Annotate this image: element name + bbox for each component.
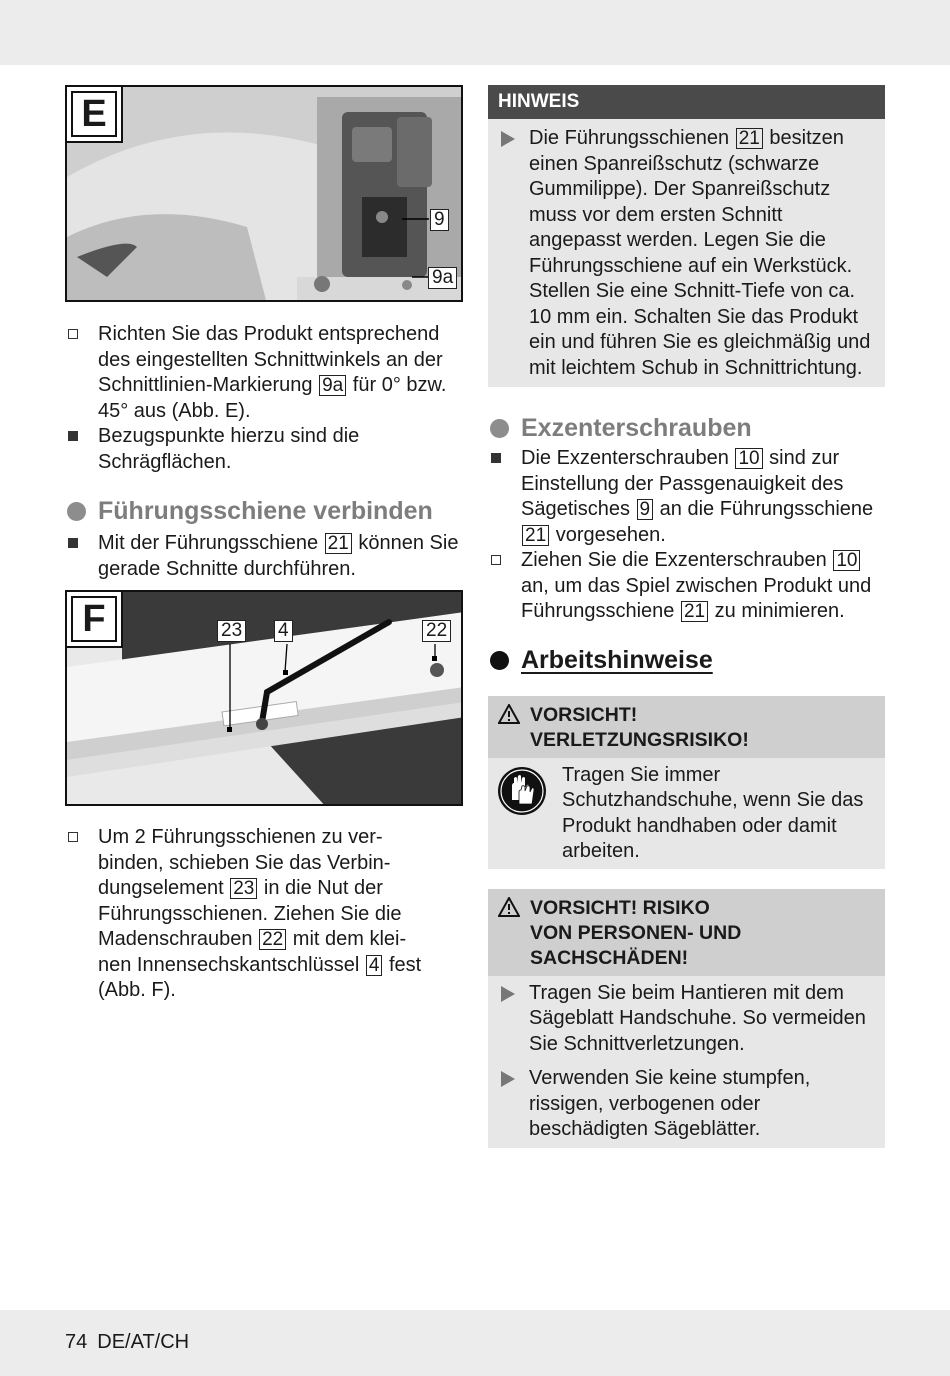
reference-number: 9	[637, 499, 654, 520]
reference-number: 10	[735, 448, 762, 469]
arrow-bullet-icon	[501, 986, 515, 1002]
note-item: Die Führungsschienen 21 besitzen einen Spanreißschutz (schwarze Gummilippe). Der Spanreißschutz muss vor dem ersten Schnitt angepasst werden. Legen Sie die Führungsschiene auf ein Werkstück. Stellen Sie eine Schnitt-Tiefe von ca. 10 mm ein. Schalten Sie das Produkt ein und führen Sie es gleichmäßig und mit leichtem Schub in Schnittrichtung.	[496, 126, 877, 381]
warning-triangle-icon	[498, 704, 520, 724]
reference-number: 21	[325, 533, 352, 554]
arrow-bullet-icon	[501, 1071, 515, 1087]
reference-number: 21	[681, 601, 708, 622]
region-code: DE/AT/CH	[97, 1331, 190, 1353]
hinweis-title: HINWEIS	[488, 85, 885, 119]
arrow-bullet-icon	[501, 131, 515, 147]
warning-item: Tragen Sie beim Hantieren mit dem Sägeblatt Handschuhe. So vermeiden Sie Schnittverletzungen.	[496, 981, 877, 1058]
page-footer	[65, 1331, 199, 1354]
warning-box-injury: VORSICHT! VERLETZUNGSRISIKO! Tragen Sie immer Schutzhandschuhe, wenn Sie das Produkt handhaben oder damit arbeiten.	[488, 696, 885, 869]
list-item: Mit der Führungsschiene 21 können Sie gerade Schnitte durchführen.	[65, 531, 463, 582]
saw-base-illustration	[67, 87, 463, 302]
figure-f-label: F	[67, 592, 123, 648]
section-heading-exzenter: Exzenterschrauben	[488, 413, 885, 443]
list-item: Richten Sie das Produkt entsprechend des eingestellten Schnittwinkels an der Schnittlinien-Markierung 9a für 0° bzw. 45° aus (Abb. E).	[65, 322, 463, 424]
open-square-bullet-icon	[68, 329, 78, 339]
open-square-bullet-icon	[68, 832, 78, 842]
reference-number: 10	[833, 550, 860, 571]
warning-box-damage	[488, 889, 885, 1148]
reference-number: 21	[522, 525, 549, 546]
right-column	[488, 85, 885, 1148]
left-column	[65, 85, 463, 1004]
list-item: Um 2 Führungsschienen zu ver- binden, schieben Sie das Verbin- dungselement 23 in die Nut der Führungsschienen. Ziehen Sie die Madenschrauben 22 mit dem klei- nen Innensechskantschlüssel 4 fest (Abb. F).	[65, 825, 463, 1004]
hinweis-box	[488, 85, 885, 387]
reference-number: 22	[259, 929, 286, 950]
bullet-dot-icon	[490, 651, 509, 670]
page-number: 74	[65, 1331, 88, 1353]
section-heading-connect: Führungsschiene verbinden	[65, 496, 463, 526]
filled-square-bullet-icon	[491, 453, 501, 463]
callout-9a: 9a	[428, 267, 457, 289]
gloves-icon	[497, 766, 547, 816]
guide-rail-illustration	[67, 592, 463, 806]
bullet-dot-icon	[490, 419, 509, 438]
filled-square-bullet-icon	[68, 538, 78, 548]
callout-4: 4	[274, 620, 293, 642]
figure-e	[65, 85, 463, 302]
callout-9: 9	[430, 209, 449, 231]
list-item: Bezugspunkte hierzu sind die Schrägflächen.	[65, 424, 463, 475]
section-heading-arbeitshinweise: Arbeitshinweise	[488, 645, 885, 675]
bullet-dot-icon	[67, 502, 86, 521]
figure-f	[65, 590, 463, 806]
figure-e-label: E	[67, 87, 123, 143]
list-item: Ziehen Sie die Exzenterschrauben 10 an, um das Spiel zwischen Produkt und Führungsschiene 21 zu minimieren.	[488, 548, 885, 625]
warning-title: VORSICHT! RISIKO VON PERSONEN- UND SACHSCHÄDEN!	[488, 889, 885, 976]
reference-number: 21	[736, 128, 763, 149]
reference-number: 9a	[319, 375, 346, 396]
warning-item: Verwenden Sie keine stumpfen, rissigen, verbogenen oder beschädigten Sägeblätter.	[496, 1066, 877, 1143]
warning-title: VORSICHT! VERLETZUNGSRISIKO!	[488, 696, 885, 758]
top-band	[0, 0, 950, 65]
reference-number: 4	[366, 955, 383, 976]
callout-22: 22	[422, 620, 451, 642]
callout-23: 23	[217, 620, 246, 642]
list-item: Die Exzenterschrauben 10 sind zur Einstellung der Passgenauigkeit des Sägetisches 9 an die Führungsschiene 21 vorgesehen.	[488, 446, 885, 548]
open-square-bullet-icon	[491, 555, 501, 565]
filled-square-bullet-icon	[68, 431, 78, 441]
warning-triangle-icon	[498, 897, 520, 917]
reference-number: 23	[230, 878, 257, 899]
